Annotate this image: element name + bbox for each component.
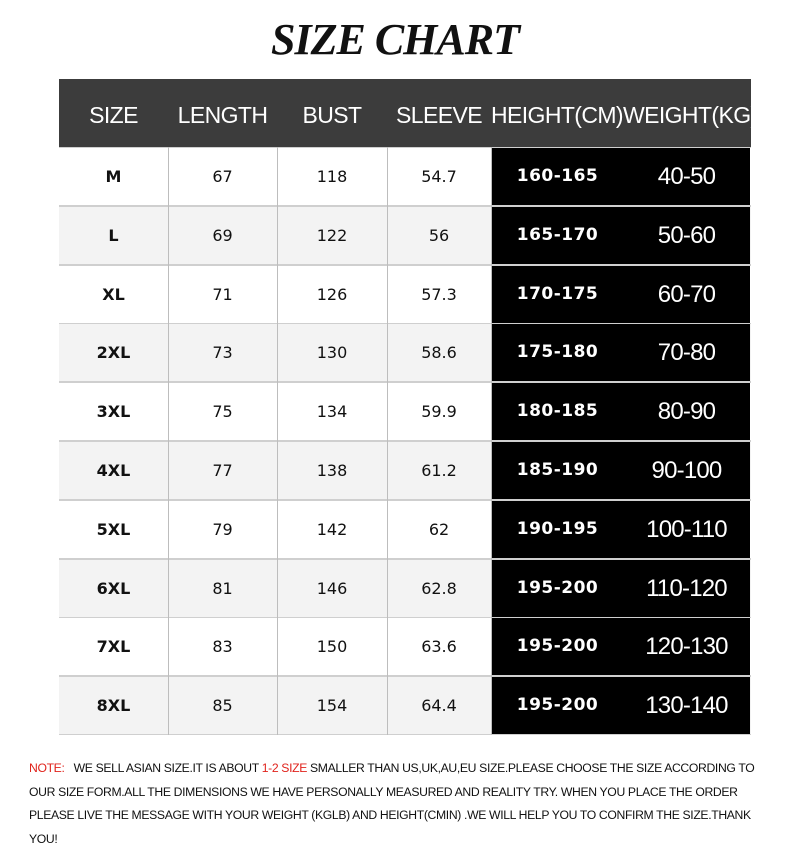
cell-sleeve: 56 [428, 225, 450, 245]
cell-weight: 80-90 [623, 383, 750, 440]
cell-height: 185-190 [492, 442, 623, 499]
cell-size: 5XL [96, 519, 131, 539]
cell-length: 71 [212, 284, 233, 304]
cell-bust: 154 [316, 696, 348, 716]
column-header-bust: BUST [302, 102, 362, 128]
cell-weight: 40-50 [623, 148, 750, 205]
column-header-sleeve: SLEEVE [396, 102, 482, 128]
cell-size: 3XL [96, 402, 131, 422]
column-divider [387, 147, 388, 735]
cell-size: 6XL [96, 578, 131, 598]
cell-weight: 120-130 [623, 618, 750, 675]
cell-length: 77 [212, 461, 233, 480]
cell-length: 67 [212, 167, 233, 186]
cell-length: 83 [212, 637, 233, 657]
cell-weight: 70-80 [623, 324, 750, 381]
column-header-length: LENGTH [177, 102, 268, 128]
cell-height: 195-200 [492, 618, 623, 675]
column-header-size: SIZE [89, 102, 138, 128]
table-row [59, 501, 751, 558]
cell-sleeve: 61.2 [421, 461, 457, 480]
table-header-row [59, 79, 758, 147]
note-text-1: WE SELL ASIAN SIZE.IT IS ABOUT [73, 761, 259, 775]
cell-sleeve: 63.6 [421, 637, 457, 657]
table-row [59, 324, 751, 381]
size-note [29, 757, 781, 851]
cell-size: XL [102, 284, 125, 304]
cell-length: 73 [212, 343, 233, 363]
cell-height: 160-165 [492, 148, 623, 205]
note-text-2: SMALLER THAN US,UK,AU,EU SIZE.PLEASE CHOOSE THE SIZE ACCORDING TO OUR SIZE FORM.ALL THE DIMENSIONS WE HAVE PERSONALLY MEASURED AND REALITY TRY. WHEN YOU PLACE THE ORDER PLEASE LIVE THE MESSAGE WITH YOUR WEIGHT (KGLB) AND HEIGHT(CMIN) .WE WILL HELP YOU TO CONFIRM THE SIZE.THANK YOU! [29, 761, 755, 846]
cell-bust: 118 [316, 167, 348, 186]
cell-bust: 138 [316, 461, 348, 480]
table-row [59, 560, 751, 617]
cell-bust: 146 [316, 578, 348, 598]
cell-size: 8XL [96, 696, 131, 716]
cell-height: 190-195 [492, 501, 623, 558]
cell-height: 180-185 [492, 383, 623, 440]
cell-length: 79 [212, 519, 233, 539]
cell-height: 195-200 [492, 677, 623, 734]
cell-bust: 130 [316, 343, 348, 363]
cell-sleeve: 59.9 [421, 402, 457, 422]
table-row [59, 618, 751, 675]
cell-weight: 50-60 [623, 207, 750, 264]
cell-size: 2XL [96, 343, 131, 363]
cell-size: 7XL [96, 637, 131, 657]
column-header-weight: WEIGHT(KG) [623, 102, 758, 128]
cell-weight: 60-70 [623, 266, 750, 323]
cell-sleeve: 62.8 [421, 578, 457, 598]
table-row [59, 677, 751, 734]
cell-sleeve: 64.4 [421, 696, 457, 716]
cell-weight: 130-140 [623, 677, 750, 734]
cell-bust: 150 [316, 637, 348, 657]
cell-weight: 90-100 [623, 442, 750, 499]
cell-size: 4XL [96, 461, 131, 480]
column-divider [168, 147, 169, 735]
cell-bust: 142 [316, 519, 348, 539]
cell-height: 165-170 [492, 207, 623, 264]
cell-length: 69 [212, 225, 233, 245]
table-row [59, 148, 751, 205]
note-label: NOTE: [29, 761, 65, 775]
cell-bust: 122 [316, 225, 348, 245]
cell-height: 170-175 [492, 266, 623, 323]
table-row [59, 266, 751, 323]
cell-size: L [108, 225, 119, 245]
page-title: SIZE CHART [271, 15, 519, 64]
cell-sleeve: 57.3 [421, 284, 457, 304]
cell-length: 81 [212, 578, 233, 598]
column-divider [277, 147, 278, 735]
cell-bust: 126 [316, 284, 348, 304]
table-row [59, 383, 751, 440]
table-row [59, 442, 751, 499]
cell-length: 85 [212, 696, 233, 716]
column-divider [491, 147, 492, 735]
cell-bust: 134 [316, 402, 348, 422]
cell-sleeve: 62 [428, 519, 450, 539]
cell-weight: 100-110 [623, 501, 750, 558]
size-chart-table [59, 79, 758, 735]
cell-height: 195-200 [492, 560, 623, 617]
cell-weight: 110-120 [623, 560, 750, 617]
cell-sleeve: 58.6 [421, 343, 457, 363]
column-header-height: HEIGHT(CM) [491, 102, 623, 128]
cell-height: 175-180 [492, 324, 623, 381]
cell-sleeve: 54.7 [421, 167, 457, 186]
cell-length: 75 [212, 402, 233, 422]
table-row [59, 207, 751, 264]
note-highlight: 1-2 SIZE [261, 761, 307, 775]
cell-size: M [105, 167, 122, 186]
